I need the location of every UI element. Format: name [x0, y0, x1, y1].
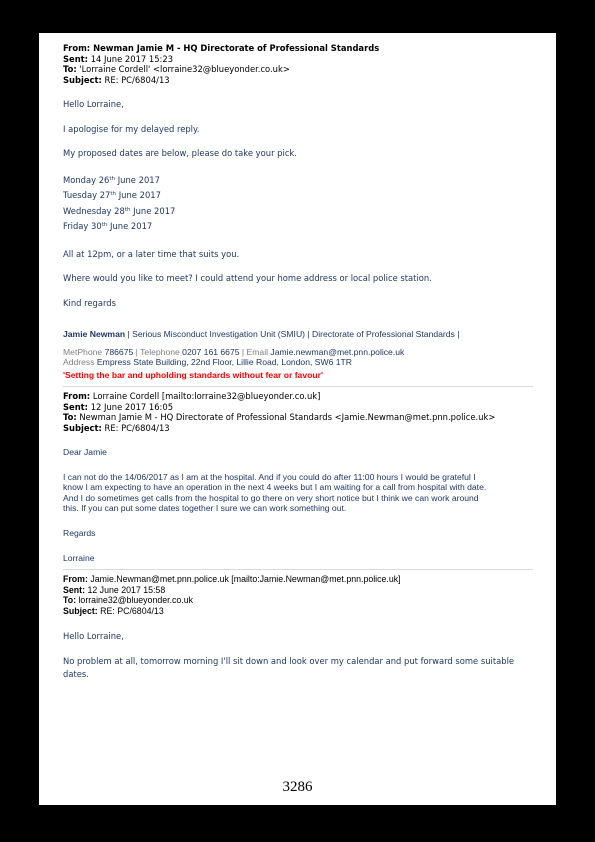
sent-label: Sent:	[63, 584, 85, 595]
message-body	[63, 472, 533, 514]
paragraph: Where would you like to meet? I could attend your home address or local police station.	[63, 273, 432, 283]
subject-label: Subject:	[63, 422, 102, 433]
subject-value: RE: PC/6804/13	[101, 422, 170, 433]
to-value: 'Lorraine Cordell' <lorraine32@blueyonder.co.uk>	[76, 64, 290, 74]
sent-value: 12 June 2017 15:58	[85, 584, 166, 595]
signature-name: Jamie Newman	[63, 329, 126, 339]
date-item: Wednesday 28th June 2017	[63, 205, 176, 216]
body-line: I can not do the 14/06/2017 as I am at the hospital. And if you could do after 11:00 hours I would be grateful I	[63, 471, 476, 482]
from-label: From:	[63, 391, 91, 401]
body-line: know I am expecting to have an operation in the next 4 weeks but I am waiting for a call from hospital with date.	[63, 482, 487, 493]
signature-name-line	[63, 329, 533, 340]
greeting: Dear Jamie	[63, 447, 107, 457]
paragraph: My proposed dates are below, please do take your pick.	[63, 148, 297, 158]
from-value: Jamie.Newman@met.pnn.police.uk [mailto:Jamie.Newman@met.pnn.police.uk]	[87, 574, 401, 585]
telephone-value: 0207 161 6675	[182, 346, 240, 357]
metphone-value: 786675	[104, 346, 134, 357]
sent-label: Sent:	[63, 53, 89, 64]
message-body	[63, 655, 533, 681]
date-item: Monday 26th June 2017	[63, 174, 160, 185]
paragraph: All at 12pm, or a later time that suits you.	[63, 248, 240, 259]
to-label: To:	[63, 64, 77, 74]
body-line: dates.	[63, 669, 89, 680]
signoff: Kind regards	[63, 297, 116, 308]
paragraph: I apologise for my delayed reply.	[63, 123, 200, 134]
sent-value: 12 June 2017 16:05	[88, 401, 174, 412]
subject-label: Subject:	[63, 74, 102, 85]
body-line: And I do sometimes get calls from the hospital to go there on very short notice but I think we can work around	[63, 492, 479, 503]
date-item: Friday 30th June 2017	[63, 221, 153, 231]
email-2-header	[63, 391, 533, 433]
to-label: To:	[63, 412, 77, 422]
signature-unit: | Serious Misconduct Investigation Unit (SMIU) | Directorate of Professional Standards |	[125, 329, 460, 339]
signature-motto: 'Setting the bar and upholding standards without fear or favour'	[63, 369, 323, 380]
page-number: 3286	[282, 779, 313, 795]
divider	[63, 569, 533, 570]
email-3-header	[63, 574, 533, 616]
email-1-header	[63, 43, 533, 85]
subject-value: RE: PC/6804/13	[97, 605, 164, 616]
date-list	[63, 173, 533, 235]
document-page	[39, 33, 556, 805]
greeting: Hello Lorraine,	[63, 630, 124, 641]
from-value: Newman Jamie M - HQ Directorate of Professional Standards	[90, 43, 380, 53]
subject-label: Subject:	[63, 605, 98, 616]
sender-name: Lorraine	[63, 552, 95, 563]
sent-label: Sent:	[63, 401, 89, 412]
signoff: Regards	[63, 527, 96, 538]
signature-contact: MetPhone 786675 | Telephone 0207 161 6675 | Email Jamie.newman@met.pnn.police.uk	[63, 346, 405, 357]
address-value: Empress State Building, 22nd Floor, Lillie Road, London, SW6 1TR	[96, 357, 353, 367]
to-value: lorraine32@blueyonder.co.uk	[76, 595, 194, 606]
signature-address: Address Empress State Building, 22nd Floor, Lillie Road, London, SW6 1TR	[63, 357, 353, 367]
from-label: From:	[63, 43, 91, 53]
subject-value: RE: PC/6804/13	[101, 74, 170, 85]
divider	[63, 386, 533, 387]
date-item: Tuesday 27th June 2017	[63, 190, 161, 200]
from-value: Lorraine Cordell [mailto:lorraine32@blueyonder.co.uk]	[90, 391, 321, 401]
from-label: From:	[63, 574, 88, 585]
body-line: No problem at all, tomorrow morning I'll sit down and look over my calendar and put forward some suitable	[63, 656, 515, 667]
to-label: To:	[63, 595, 77, 606]
greeting: Hello Lorraine,	[63, 99, 124, 109]
email-value: Jamie.newman@met.pnn.police.uk	[270, 346, 405, 357]
body-line: this. If you can put some dates together I sure we can work something out.	[63, 503, 347, 514]
to-value: Newman Jamie M - HQ Directorate of Professional Standards <Jamie.Newman@met.pnn.police.uk>	[76, 412, 496, 422]
sent-value: 14 June 2017 15:23	[88, 53, 174, 64]
email-thread	[63, 43, 533, 681]
